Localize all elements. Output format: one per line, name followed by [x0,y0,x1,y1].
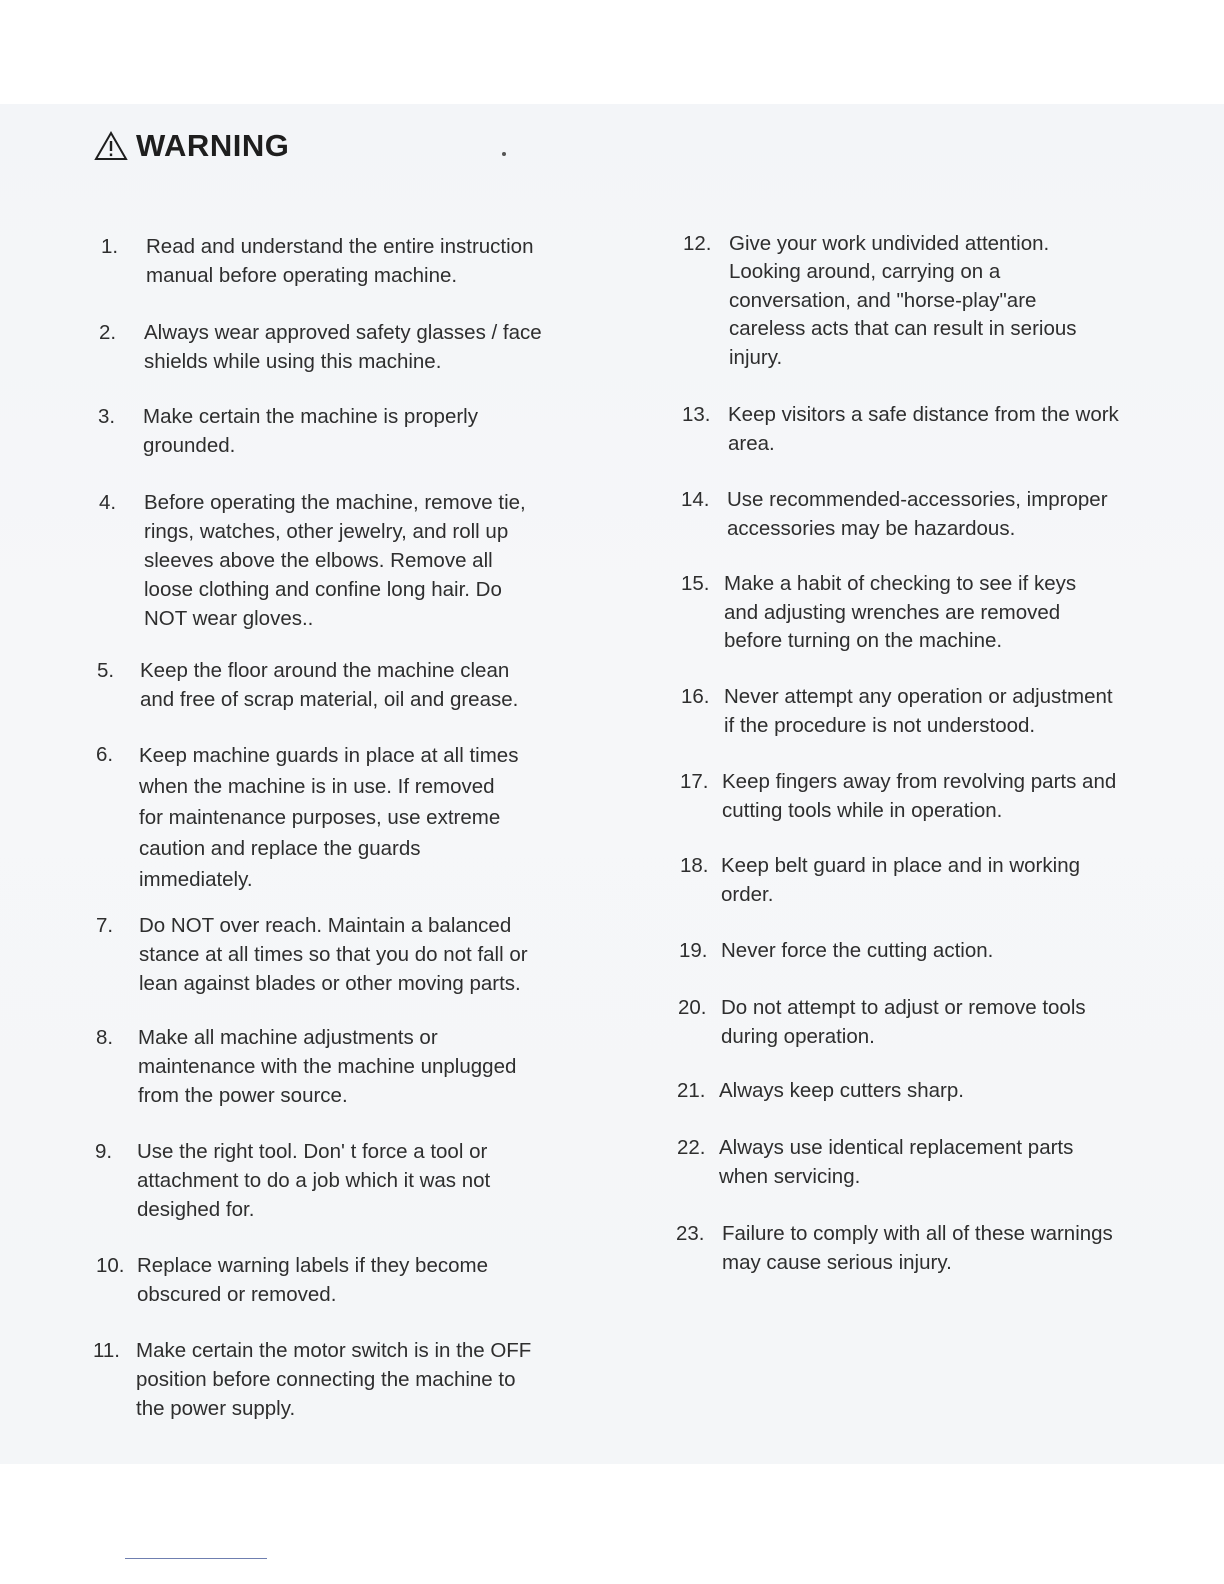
item-number: 23. [676,1222,705,1245]
item-text: Make certain the motor switch is in the OFF position before connecting the machine to the power supply. [136,1339,532,1420]
warning-item-5 [97,656,595,714]
item-text: Use recommended-accessories, improper accessories may be hazardous. [727,488,1108,540]
item-text: Never attempt any operation or adjustment if the procedure is not understood. [724,685,1113,737]
warning-item-4 [99,488,599,633]
warning-item-1 [101,232,601,290]
warning-item-20 [678,993,1161,1051]
warning-item-7 [96,911,594,998]
item-text: Read and understand the entire instruction manual before operating machine. [146,235,534,287]
warning-item-13 [682,400,1168,458]
warning-item-12 [683,230,1169,372]
item-number: 6. [96,743,114,766]
item-text: Give your work undivided attention. Looking around, carrying on a conversation, and "horse-play"are careless acts that can result in serious injury. [729,232,1077,369]
item-text: Keep belt guard in place and in working order. [721,854,1080,906]
item-number: 19. [679,939,708,962]
page-title: WARNING [136,128,290,163]
item-text: Do not attempt to adjust or remove tools during operation. [721,996,1086,1048]
item-text: Always keep cutters sharp. [719,1079,964,1102]
item-text: Do NOT over reach. Maintain a balanced stance at all times so that you do not fall or lean against blades or other moving parts. [139,914,528,995]
warning-item-8 [96,1023,593,1110]
warning-item-2 [99,318,599,376]
item-text: Replace warning labels if they become obscured or removed. [137,1254,488,1306]
item-number: 3. [98,405,116,428]
item-number: 16. [681,685,710,708]
item-number: 15. [681,572,710,595]
item-text: Make all machine adjustments or maintenance with the machine unplugged from the power source. [138,1026,517,1107]
warning-heading [94,128,289,164]
item-text: Never force the cutting action. [721,939,994,962]
item-text: Failure to comply with all of these warnings may cause serious injury. [722,1222,1113,1274]
item-number: 22. [677,1136,706,1159]
item-number: 12. [683,232,712,255]
item-number: 11. [93,1339,120,1362]
item-number: 10. [96,1254,125,1277]
item-number: 18. [680,854,709,877]
item-number: 8. [96,1026,114,1049]
warning-item-21 [677,1076,1159,1105]
warning-item-3 [98,402,598,460]
warning-item-19 [679,936,1161,965]
item-number: 20. [678,996,707,1019]
item-text: Make a habit of checking to see if keys and adjusting wrenches are removed before turning on the machine. [724,572,1077,652]
item-text: Keep the floor around the machine clean and free of scrap material, oil and grease. [140,659,519,711]
item-text: Keep machine guards in place at all times when the machine is in use. If removed for maintenance purposes, use extreme caution and replace the guards immediately. [139,744,519,891]
item-number: 21. [677,1079,706,1102]
item-text: Always wear approved safety glasses / face shields while using this machine. [144,321,542,373]
item-number: 4. [99,491,117,514]
item-number: 13. [682,403,711,426]
footer-rule [125,1558,267,1559]
warning-item-9 [95,1137,592,1224]
item-number: 2. [99,321,117,344]
warning-item-11 [93,1336,591,1423]
scan-speck [502,152,506,156]
item-number: 1. [101,235,119,258]
item-number: 9. [95,1140,113,1163]
warning-item-17 [680,767,1162,825]
item-text: Always use identical replacement parts when servicing. [719,1136,1074,1188]
warning-triangle-icon [94,131,128,161]
warning-item-18 [680,851,1161,909]
item-text: Before operating the machine, remove tie, rings, watches, other jewelry, and roll up sleeves above the elbows. Remove all loose clothing and confine long hair. Do NOT wear gloves.. [144,491,526,630]
warning-item-10 [96,1251,592,1309]
warning-item-22 [677,1133,1159,1191]
item-number: 17. [680,770,709,793]
item-text: Make certain the machine is properly grounded. [143,405,478,457]
warning-item-23 [676,1219,1162,1277]
warning-item-14 [681,485,1167,543]
item-text: Use the right tool. Don' t force a tool or attachment to do a job which it was not desighed for. [137,1140,491,1221]
warning-item-16 [681,682,1164,740]
item-number: 14. [681,488,710,511]
item-number: 7. [96,914,114,937]
item-text: Keep fingers away from revolving parts and cutting tools while in operation. [722,770,1117,822]
warning-item-15 [681,570,1164,656]
warning-item-6 [96,740,594,895]
item-number: 5. [97,659,115,682]
item-text: Keep visitors a safe distance from the work area. [728,403,1119,455]
